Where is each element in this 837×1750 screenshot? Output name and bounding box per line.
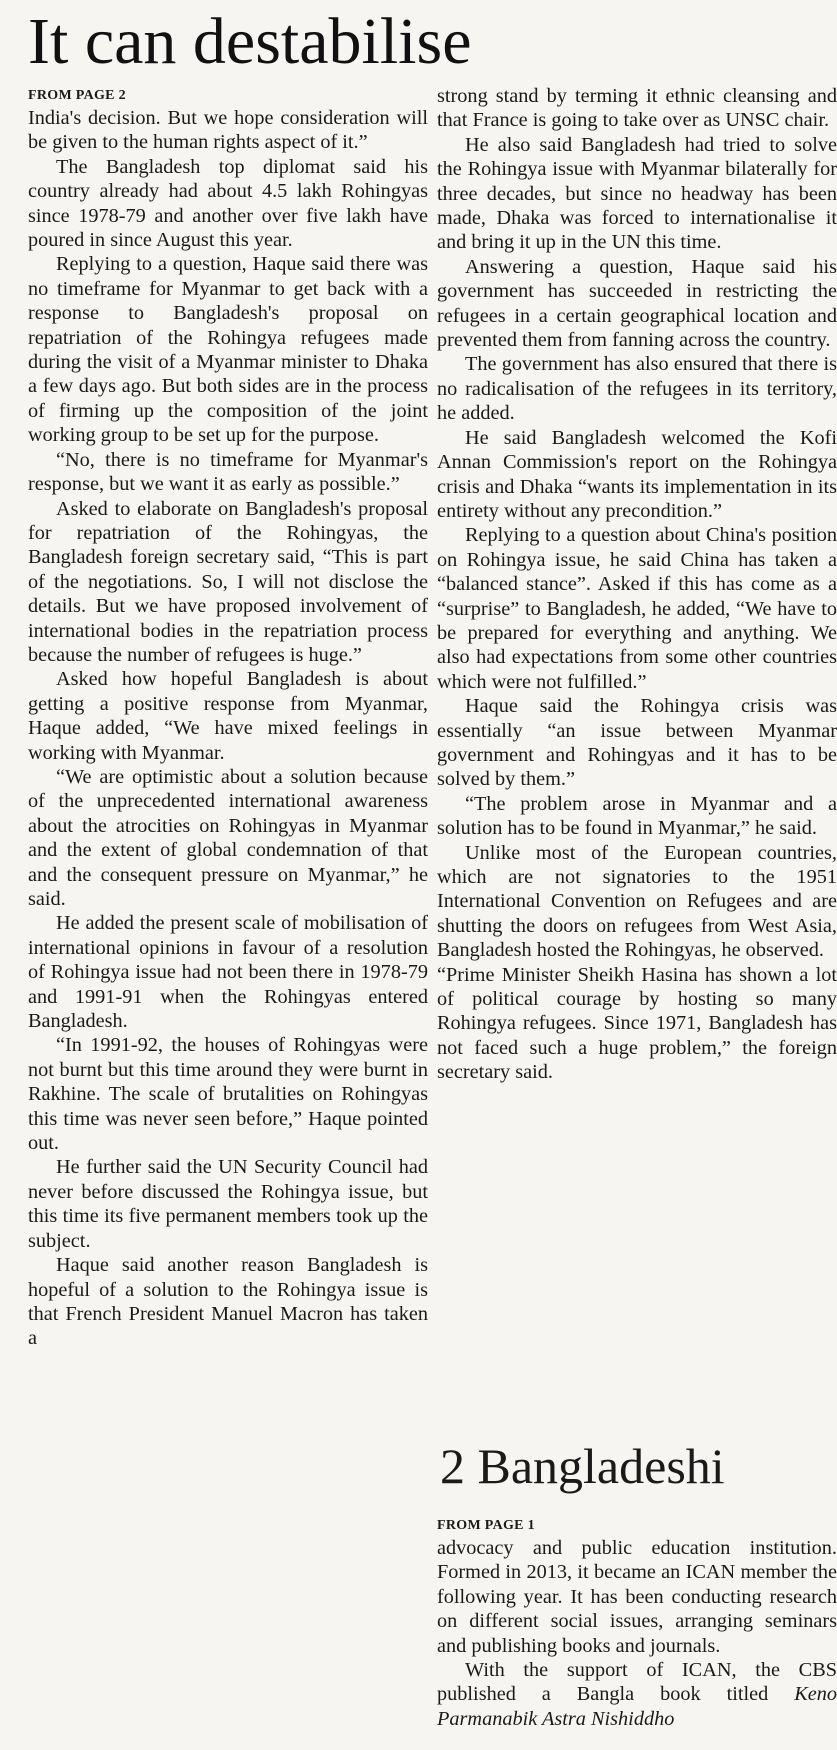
- paragraph: The government has also ensured that there is no radicalisation of the refugees in its territory, he added.: [437, 353, 837, 425]
- paragraph: Replying to a question, Haque said there was no timeframe for Myanmar to get back with a response to Bangladesh's proposal on repatriation of the Rohingya refugees made during the visit of a Myanmar minister to Dhaka a few days ago. But both sides are in the process of firming up the composition of the joint working group to be set up for the purpose.: [28, 253, 428, 447]
- paragraph: The Bangladesh top diplomat said his country already had about 4.5 lakh Rohingyas since 1978-79 and another over five lakh have poured in since August this year.: [28, 155, 428, 252]
- paragraph: Unlike most of the European countries, which are not signatories to the 1951 International Convention on Refugees and are shutting the doors on refugees from West Asia, Bangladesh hosted the Rohingyas, he observed.: [437, 841, 837, 962]
- paragraph: Asked to elaborate on Bangladesh's proposal for repatriation of the Rohingyas, the Bangladesh foreign secretary said, “This is part of the negotiations. So, I will not disclose the details. But we have proposed involvement of international bodies in the repatriation process because the number of refugees is huge.”: [28, 497, 428, 666]
- article-left-column: [28, 88, 428, 1351]
- paragraph: He added the present scale of mobilisation of international opinions in favour of a resolution of Rohingya issue had not been there in 1978-79 and 1991-91 when the Rohingyas entered Bangladesh.: [28, 912, 428, 1033]
- paragraph: “No, there is no timeframe for Myanmar's response, but we want it as early as possible.”: [28, 448, 428, 496]
- paragraph: Replying to a question about China's position on Rohingya issue, he said China has taken a “balanced stance”. Asked if this has come as a “surprise” to Bangladesh, he added, “We have to be prepared for everything and anything. We also had expectations from some other countries which were not fulfilled.”: [437, 524, 837, 693]
- paragraph: He also said Bangladesh had tried to solve the Rohingya issue with Myanmar bilaterally for three decades, but since no headway has been made, Dhaka was forced to internationalise it and bring it up in the UN this time.: [437, 133, 837, 254]
- paragraph: [437, 1658, 837, 1731]
- from-page-label: FROM PAGE 2: [28, 88, 126, 103]
- paragraph: “Prime Minister Sheikh Hasina has shown a lot of political courage by hosting so many Rohingya refugees. Since 1971, Bangladesh has not faced such a huge problem,” the foreign secretary said.: [437, 963, 837, 1084]
- paragraph: Answering a question, Haque said his government has succeeded in restricting the refugees in a certain geographical location and prevented them from fanning across the country.: [437, 255, 837, 352]
- paragraph: Asked how hopeful Bangladesh is about getting a positive response from Myanmar, Haque added, “We have mixed feelings in working with Myanmar.: [28, 668, 428, 764]
- paragraph: “The problem arose in Myanmar and a solution has to be found in Myanmar,” he said.: [437, 792, 837, 840]
- paragraph: “We are optimistic about a solution because of the unprecedented international awareness about the atrocities on Rohingyas in Myanmar and the extent of global condemnation of that and the consequent pressure on Myanmar,” he said.: [28, 765, 428, 910]
- paragraph-text: With the support of ICAN, the CBS published a Bangla book titled: [437, 1659, 837, 1706]
- article-headline: It can destabilise: [28, 5, 472, 78]
- paragraph: strong stand by terming it ethnic cleansing and that France is going to take over as UNSC chair.: [437, 85, 837, 132]
- paragraph: Haque said another reason Bangladesh is hopeful of a solution to the Rohingya issue is that French President Manuel Macron has taken a: [28, 1254, 428, 1350]
- paragraph: He said Bangladesh welcomed the Kofi Annan Commission's report on the Rohingya crisis and Dhaka “wants its implementation in its entirety without any precondition.”: [437, 426, 837, 522]
- second-article-column: [437, 1518, 837, 1731]
- paragraph: India's decision. But we hope consideration will be given to the human rights aspect of it.”: [28, 107, 428, 154]
- article-right-column: [437, 84, 837, 1085]
- from-page-label: FROM PAGE 1: [437, 1518, 535, 1533]
- paragraph: Haque said the Rohingya crisis was essentially “an issue between Myanmar government and Rohingyas and it has to be solved by them.”: [437, 695, 837, 791]
- book-title: Keno Parmanabik Astra Nishiddho: [437, 1683, 837, 1730]
- paragraph: He further said the UN Security Council had never before discussed the Rohingya issue, but this time its five permanent members took up the subject.: [28, 1156, 428, 1252]
- paragraph: “In 1991-92, the houses of Rohingyas were not burnt but this time around they were burnt in Rakhine. The scale of brutalities on Rohingyas this time was never seen before,” Haque pointed out.: [28, 1034, 428, 1155]
- paragraph: advocacy and public education institution. Formed in 2013, it became an ICAN member the following year. It has been conducting research on different social issues, arranging seminars and publishing books and journals.: [437, 1537, 837, 1657]
- second-article-headline: 2 Bangladeshi: [440, 1438, 725, 1494]
